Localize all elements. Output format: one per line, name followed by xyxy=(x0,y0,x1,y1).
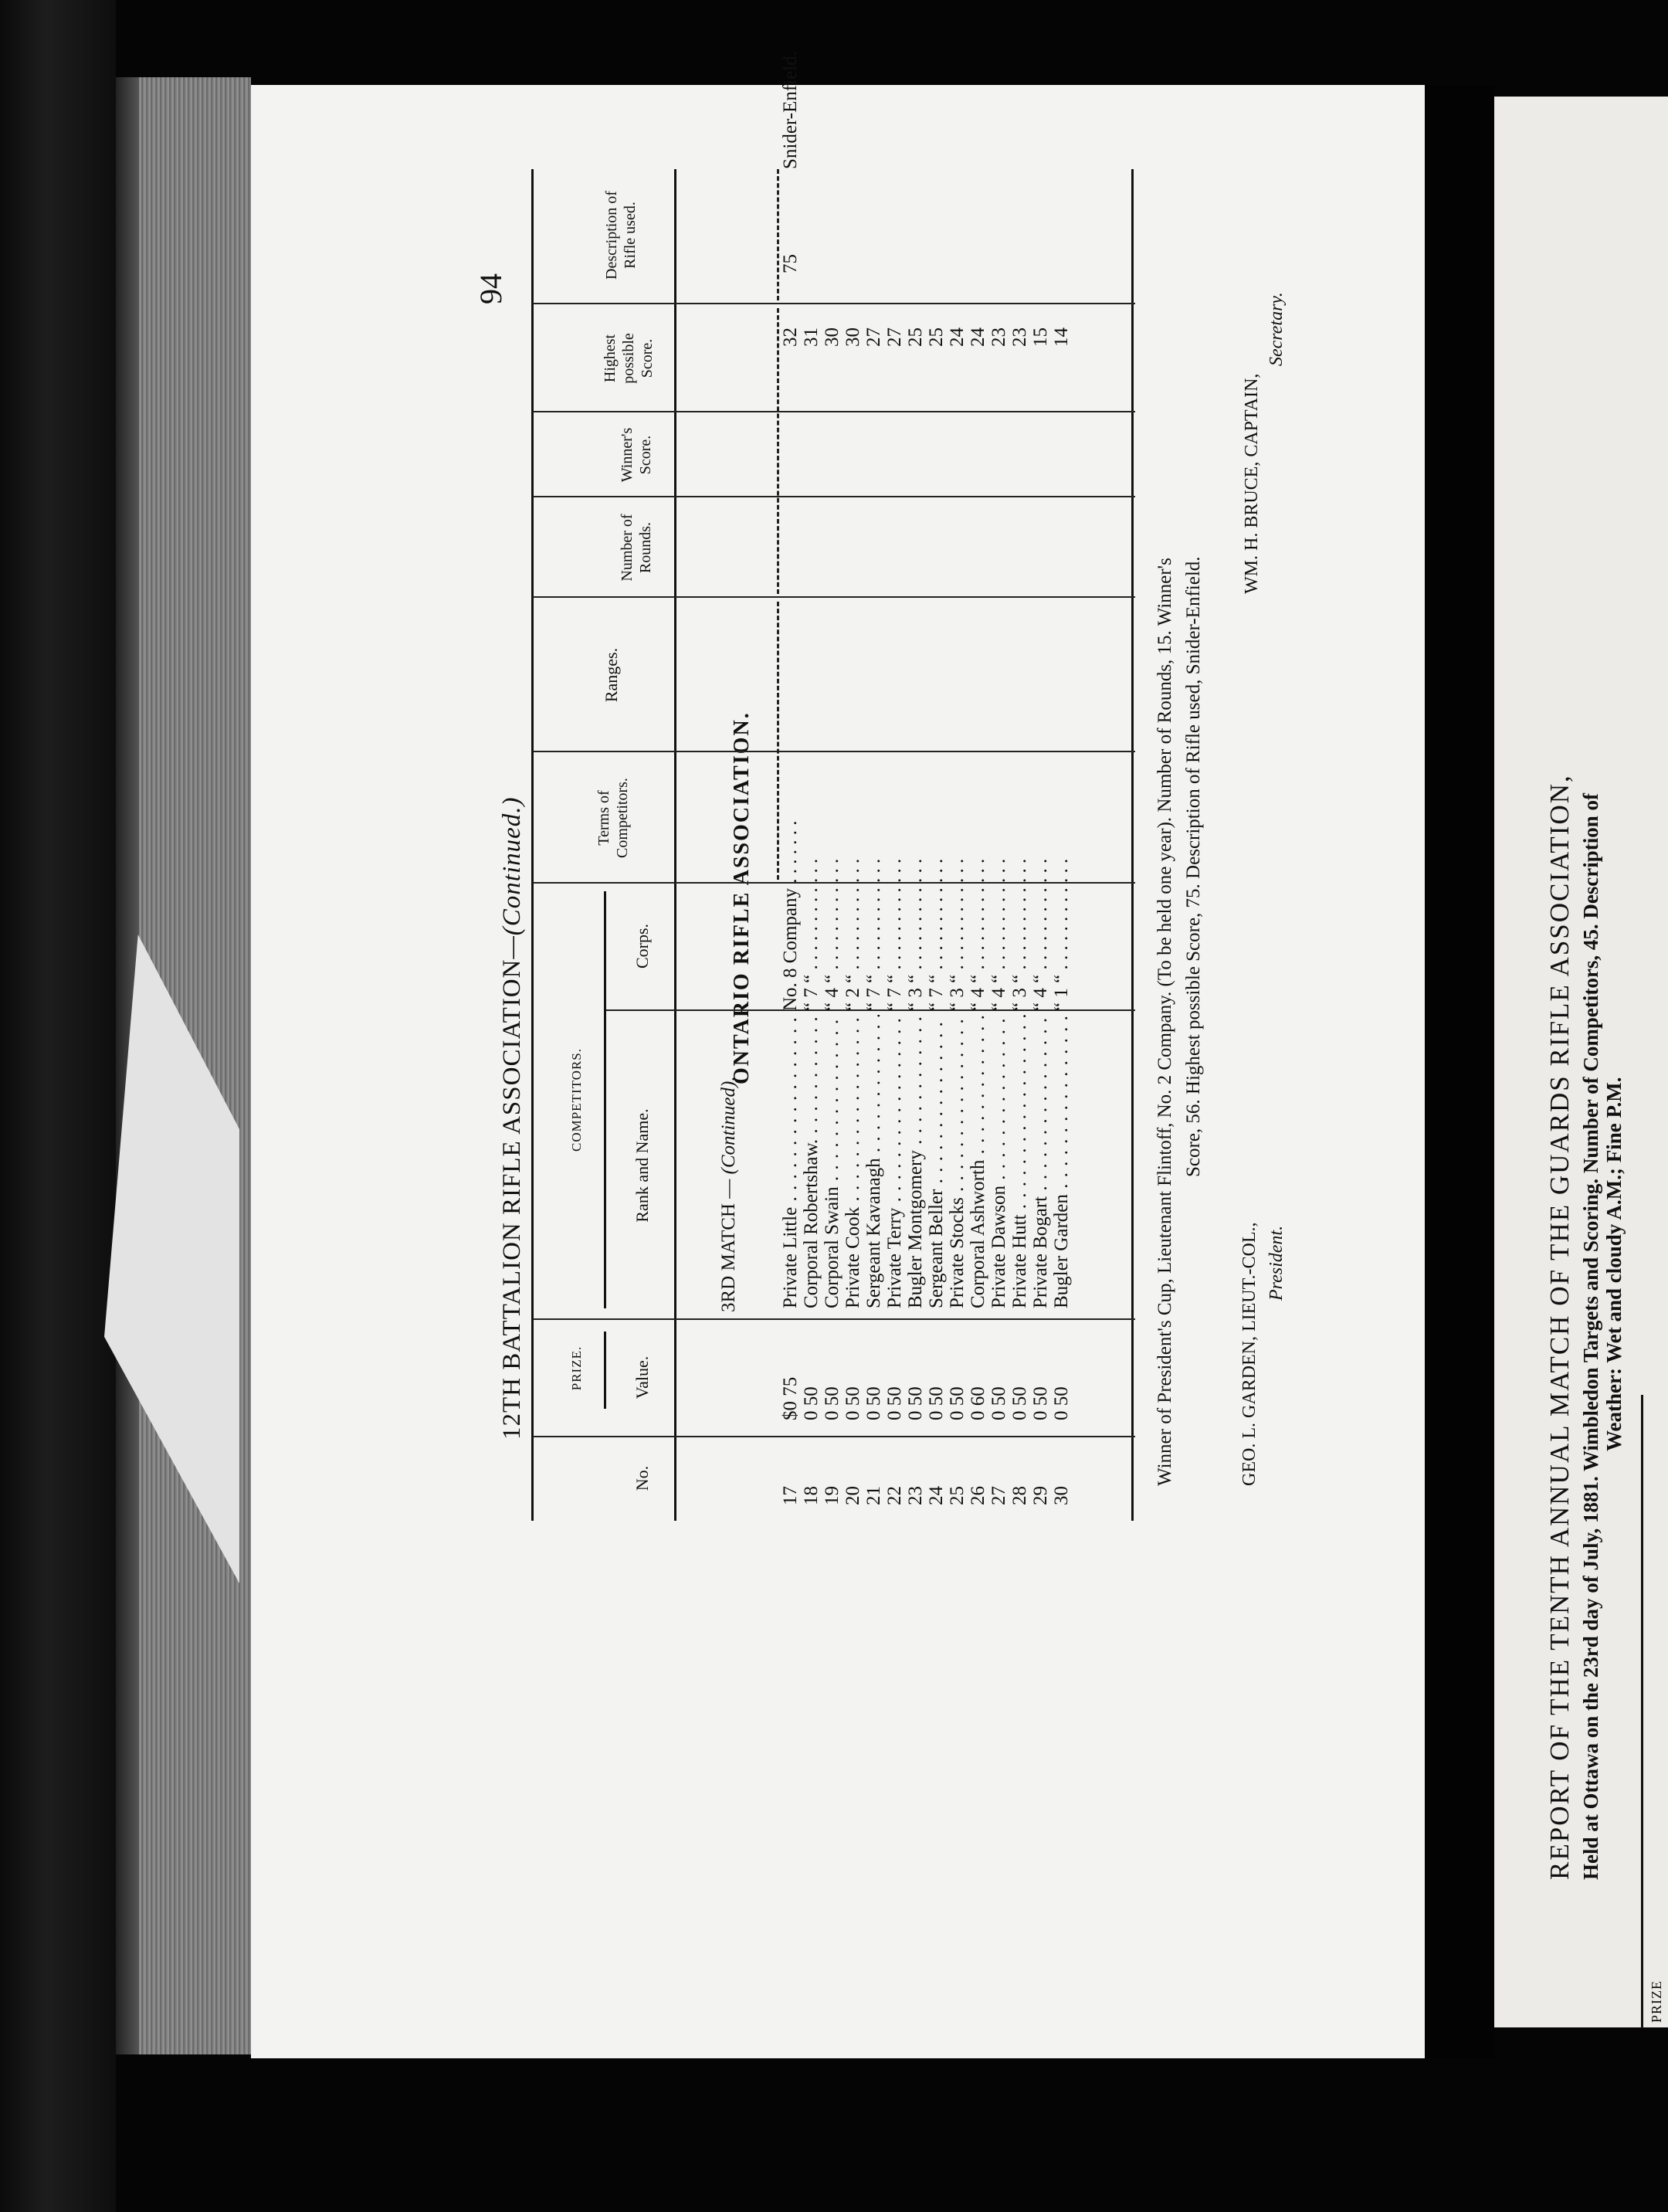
row-score: 23 xyxy=(1009,327,1030,347)
table-row xyxy=(926,165,947,1505)
table-row xyxy=(1009,165,1030,1505)
title-continued: —(Continued.) xyxy=(498,796,526,959)
table-row xyxy=(1051,165,1072,1505)
row-name: Private Little . . . xyxy=(780,1015,801,1308)
next-page-held-line: Held at Ottawa on the 23rd day of July, 1881. Wimbledon Targets and Scoring. Number of Competitors, 45. Description of xyxy=(1579,792,1602,1880)
row-name: Corporal Ashworth . . . xyxy=(968,1015,988,1308)
row-no: 21 xyxy=(863,1486,884,1505)
row-value: 0 50 xyxy=(842,1386,863,1420)
table-row xyxy=(905,165,926,1505)
title-main: 12TH BATTALION RIFLE ASSOCIATION xyxy=(498,958,526,1440)
footnote-line-1: Winner of President's Cup, Lieutenant Flintoff, No. 2 Company. (To be held one year). Number of Rounds, 15. Winner's xyxy=(1154,558,1175,1486)
table-row xyxy=(988,165,1009,1505)
row-corps: “ 3 “ . . . xyxy=(1009,818,1030,1011)
row-value: 0 50 xyxy=(1009,1386,1030,1420)
row-highest: 75 xyxy=(780,254,801,273)
dash-rule xyxy=(777,308,779,594)
row-value: 0 50 xyxy=(1030,1386,1051,1420)
row-score: 27 xyxy=(884,327,905,347)
prize-group-rule xyxy=(604,1332,606,1409)
row-score: 30 xyxy=(842,327,863,347)
row-corps: “ 1 “ . . . xyxy=(1051,818,1072,1011)
row-no: 24 xyxy=(926,1486,947,1505)
row-no: 22 xyxy=(884,1486,905,1505)
next-page-rule xyxy=(1641,1395,1643,2028)
row-corps: “ 7 “ . . . xyxy=(801,818,822,1011)
row-score: 30 xyxy=(822,327,842,347)
row-name: Corporal Robertshaw. . . . xyxy=(801,1015,822,1308)
row-no: 29 xyxy=(1030,1486,1051,1505)
row-name: Sergeant Kavanagh . . . xyxy=(863,1015,884,1308)
col-header-value: Value. xyxy=(632,1355,652,1399)
row-no: 19 xyxy=(822,1486,842,1505)
row-corps: “ 3 “ . . . xyxy=(905,818,926,1011)
row-value: 0 50 xyxy=(863,1386,884,1420)
row-name: Private Cook . . . xyxy=(842,1015,863,1308)
next-page-weather: Weather: Wet and cloudy A.M.; Fine P.M. xyxy=(1602,1077,1626,1451)
row-no: 28 xyxy=(1009,1486,1030,1505)
row-corps: “ 4 “ . . . xyxy=(1030,818,1051,1011)
row-corps: “ 7 “ . . . xyxy=(863,818,884,1011)
row-no: 18 xyxy=(801,1486,822,1505)
footnote-line-2: Score, 56. Highest possible Score, 75. Description of Rifle used, Snider-Enfield. xyxy=(1183,556,1204,1177)
row-value: 0 50 xyxy=(822,1386,842,1420)
row-score: 31 xyxy=(801,327,822,347)
row-corps: “ 3 “ . . . xyxy=(947,818,968,1011)
row-score: 24 xyxy=(947,327,968,347)
table-row xyxy=(801,165,822,1505)
row-corps: “ 7 “ . . . xyxy=(884,818,905,1011)
page-title xyxy=(498,796,527,1440)
row-no: 20 xyxy=(842,1486,863,1505)
row-value: $0 75 xyxy=(780,1376,801,1420)
row-value: 0 50 xyxy=(988,1386,1009,1420)
signature-secretary-name: WM. H. BRUCE, CAPTAIN, xyxy=(1242,373,1262,594)
row-value: 0 50 xyxy=(947,1386,968,1420)
row-no: 23 xyxy=(905,1486,926,1505)
row-name: Private Stocks . . . xyxy=(947,1015,968,1308)
row-value: 0 50 xyxy=(1051,1386,1072,1420)
table-row xyxy=(947,165,968,1505)
col-header-ranges: Ranges. xyxy=(602,647,621,703)
row-name: Sergeant Beller . . . xyxy=(926,1015,947,1308)
row-corps: “ 2 “ . . . xyxy=(842,818,863,1011)
col-header-no: No. xyxy=(632,1465,652,1491)
row-score: 32 xyxy=(780,327,801,347)
row-no: 30 xyxy=(1051,1486,1072,1505)
signature-secretary-title: Secretary. xyxy=(1266,292,1287,366)
table-row xyxy=(884,165,905,1505)
row-rifle: Snider-Enfield. xyxy=(780,51,801,169)
match-title: 3RD MATCH — (Continued). xyxy=(718,1076,739,1312)
row-score: 24 xyxy=(968,327,988,347)
table-row xyxy=(780,51,801,1505)
signature-president-name: GEO. L. GARDEN, LIEUT.-COL., xyxy=(1239,1222,1259,1486)
row-name: Bugler Garden . . . xyxy=(1051,1015,1072,1308)
col-header-winners-score: Winner's Score. xyxy=(619,427,654,483)
row-no: 25 xyxy=(947,1486,968,1505)
next-page-title: REPORT OF THE TENTH ANNUAL MATCH OF THE GUARDS RIFLE ASSOCIATION, xyxy=(1544,774,1575,1880)
col-header-corps: Corps. xyxy=(632,923,652,969)
row-score: 14 xyxy=(1051,327,1072,347)
row-name: Private Hutt . . . xyxy=(1009,1015,1030,1308)
dash-rule xyxy=(777,169,779,300)
row-value: 0 50 xyxy=(905,1386,926,1420)
row-no: 27 xyxy=(988,1486,1009,1505)
col-header-rounds: Number of Rounds. xyxy=(619,514,654,582)
row-name: Private Dawson . . . xyxy=(988,1015,1009,1308)
row-value: 0 50 xyxy=(884,1386,905,1420)
row-name: Corporal Swain . . . xyxy=(822,1015,842,1308)
row-score: 25 xyxy=(926,327,947,347)
row-no: 17 xyxy=(780,1486,801,1505)
col-header-rifle: Description of Rifle used. xyxy=(603,191,639,280)
row-name: Private Bogart . . . xyxy=(1030,1015,1051,1308)
row-name: Private Terry . . . xyxy=(884,1015,905,1308)
col-header-highest-score: Highest possible Score. xyxy=(602,333,656,384)
table-row xyxy=(1030,165,1051,1505)
row-score: 25 xyxy=(905,327,926,347)
next-page-prize-header: PRIZE xyxy=(1649,1980,1664,2023)
row-value: 0 50 xyxy=(801,1386,822,1420)
row-corps: “ 7 “ . . . xyxy=(926,818,947,1011)
row-score: 15 xyxy=(1030,327,1051,347)
competitors-group-header: COMPETITORS. xyxy=(569,1048,584,1152)
row-corps: “ 4 “ . . . xyxy=(968,818,988,1011)
row-corps: No. 8 Company . . . xyxy=(780,818,801,1011)
row-value: 0 50 xyxy=(926,1386,947,1420)
running-head: ONTARIO RIFLE ASSOCIATION. xyxy=(730,711,754,1084)
signature-president-title: President. xyxy=(1266,1225,1287,1301)
col-header-rank-name: Rank and Name. xyxy=(632,1108,652,1223)
row-corps: “ 4 “ . . . xyxy=(822,818,842,1011)
row-score: 23 xyxy=(988,327,1009,347)
row-name: Bugler Montgomery . . . xyxy=(905,1015,926,1308)
table-row xyxy=(822,165,842,1505)
row-corps: “ 4 “ . . . xyxy=(988,818,1009,1011)
col-header-terms: Terms of Competitors. xyxy=(595,778,631,858)
row-score: 27 xyxy=(863,327,884,347)
prize-group-header: PRIZE. xyxy=(569,1345,584,1391)
table-row xyxy=(863,165,884,1505)
dash-rule xyxy=(777,602,779,880)
row-no: 26 xyxy=(968,1486,988,1505)
table-row xyxy=(842,165,863,1505)
table-row xyxy=(968,165,988,1505)
competitors-group-rule xyxy=(604,891,606,1308)
row-value: 0 60 xyxy=(968,1386,988,1420)
page-number: 94 xyxy=(473,273,508,304)
